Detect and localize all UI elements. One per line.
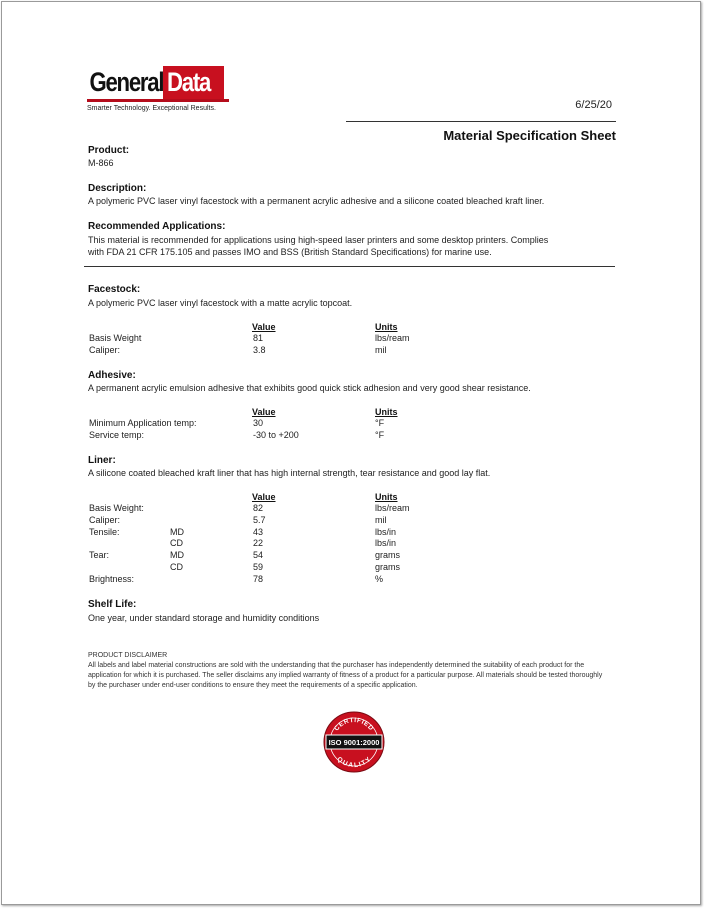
facestock-row-units: lbs/ream [375,333,410,343]
disclaimer-text: All labels and label material constructions are sold with the understanding that the purchaser has independently determined the suitability of each product for the application for which it is purchased. The seller disclaims any implied warranty of fitness of a product for a particular purpose. All materials should be tested thoroughly by the purchaser under end-user conditions to ensure they meet the requirements of a specific application. [88,662,603,689]
liner-row-value: 54 [253,550,264,561]
seal-top-text: CERTIFIED [333,716,375,733]
liner-row-units: grams [375,550,401,561]
product-value: M-866 [88,158,114,168]
section-divider [84,266,615,267]
page-title: Material Specification Sheet [443,128,616,143]
seal-graphic [323,711,385,773]
liner-units-header: Units [375,492,398,502]
adhesive-value-header: Value [252,407,276,417]
facestock-heading: Facestock: [88,284,141,295]
liner-row-units: lbs/in [375,526,397,537]
liner-text: A silicone coated bleached kraft liner that has high internal strength, tear resistance and good lay flat. [88,468,491,478]
liner-heading: Liner: [88,455,116,466]
liner-row-units: grams [375,562,401,572]
adhesive-row-value: -30 to +200 [253,429,299,440]
seal-bottom-text: QUALITY [335,755,373,770]
liner-row-label: Tensile: [89,526,120,537]
shelf-life-text: One year, under standard storage and humidity conditions [88,613,320,623]
liner-row-label: Tear: [89,550,110,561]
liner-row-sublabel: MD [170,550,184,561]
iso-certified-seal [323,711,385,773]
document-date: 6/25/20 [575,99,612,111]
adhesive-units-header: Units [375,407,398,417]
spec-sheet-page [1,1,701,905]
facestock-value-header: Value [252,322,276,332]
facestock-row-units: mil [375,344,387,355]
description-text: A polymeric PVC laser vinyl facestock with a permanent acrylic adhesive and a silicone coated bleached kraft liner. [88,196,545,206]
description-heading: Description: [88,183,147,194]
facestock-row-value: 3.8 [253,344,266,355]
liner-row-label: Basis Weight: [89,503,144,513]
company-logo [87,66,229,112]
disclaimer-title: PRODUCT DISCLAIMER [88,652,168,659]
product-heading: Product: [88,145,130,156]
facestock-row-value: 81 [253,333,264,343]
liner-row-sublabel: CD [170,562,183,572]
facestock-row-label: Basis Weight [89,333,142,343]
liner-row-sublabel: CD [170,538,183,549]
facestock-units-header: Units [375,322,398,332]
logo-tagline: Smarter Technology. Exceptional Results. [87,105,216,112]
seal-middle-text: ISO 9001:2000 [328,738,380,747]
applications-text-line-2: with FDA 21 CFR 175.105 and passes IMO and BSS (British Standard Specifications) for marine use. [88,247,492,257]
liner-row-units: mil [375,514,387,525]
liner-row-units: lbs/in [375,538,397,549]
adhesive-row-label: Minimum Application temp: [89,418,197,428]
shelf-life-heading: Shelf Life: [88,599,137,610]
liner-row-units: lbs/ream [375,503,410,513]
logo-text-data: Data [167,67,211,97]
adhesive-row-value: 30 [253,418,264,428]
liner-row-sublabel: MD [170,526,184,537]
liner-value-header: Value [252,492,276,502]
liner-row-value: 78 [253,573,264,584]
adhesive-heading: Adhesive: [88,370,136,381]
liner-row-value: 43 [253,526,264,537]
liner-row-value: 82 [253,503,264,513]
adhesive-text: A permanent acrylic emulsion adhesive that exhibits good quick stick adhesion and very good shear resistance. [88,383,531,393]
adhesive-row-label: Service temp: [89,429,145,440]
liner-row-value: 5.7 [253,514,266,525]
adhesive-row-units: °F [375,429,385,440]
applications-text-line-1: This material is recommended for applications using high-speed laser printers and some desktop printers. Complies [88,235,549,245]
applications-heading: Recommended Applications: [88,221,226,232]
liner-row-label: Brightness: [89,573,135,584]
facestock-row-label: Caliper: [89,344,121,355]
liner-row-units: % [375,573,384,584]
liner-row-value: 59 [253,562,264,572]
adhesive-row-units: °F [375,418,385,428]
liner-row-label: Caliper: [89,514,121,525]
liner-row-value: 22 [253,538,264,549]
facestock-text: A polymeric PVC laser vinyl facestock with a matte acrylic topcoat. [88,298,353,308]
title-divider [346,121,616,122]
logo-text-general: General [89,67,164,97]
